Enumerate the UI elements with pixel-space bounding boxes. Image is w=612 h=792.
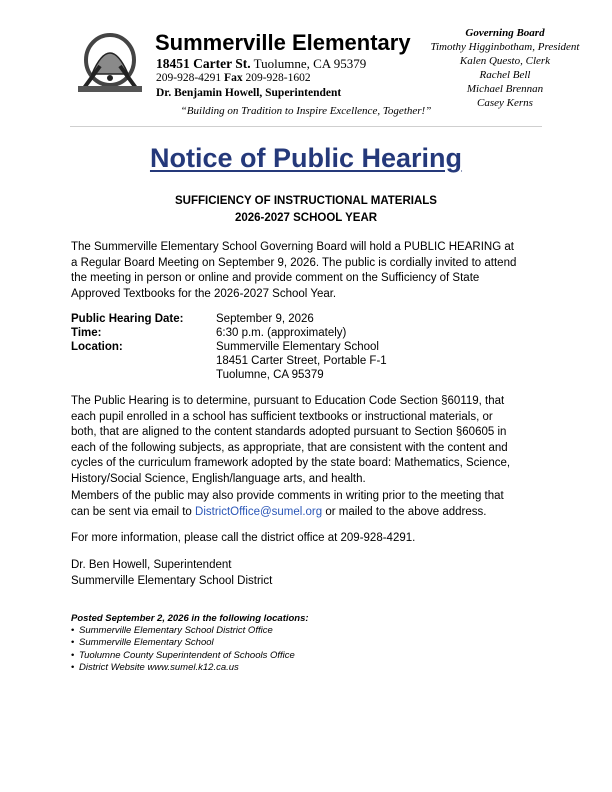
school-phone-fax: 209-928-4291 Fax 209-928-1602 — [156, 72, 311, 84]
signature-org: Summerville Elementary School District — [71, 574, 273, 587]
info-paragraph: For more information, please call the district office at 209-928-4291. — [71, 532, 416, 544]
purpose-paragraph: The Public Hearing is to determine, pursuant to Education Code Section §60119, that each pupil enrolled in a school has sufficient textbooks or instructional materials, or both, that are aligned to the content standards adopted pursuant to Section §60605 in each of the following subjects, as appropriate, that are consistent with the content and cycles of the curriculum framework adopted by the state board: Mathematics, Science, History/Social Science, English/language arts, and health. — [71, 395, 511, 485]
hearing-date-label: Public Hearing Date: — [71, 313, 184, 325]
governing-board — [420, 26, 590, 110]
posted-locations — [71, 613, 309, 674]
notice-subtitle: SUFFICIENCY OF INSTRUCTIONAL MATERIALS — [175, 195, 437, 207]
hearing-location-line: Tuolumne, CA 95379 — [216, 369, 324, 381]
posted-location-item: • Summerville Elementary School District Office — [71, 625, 309, 637]
school-bell-logo — [70, 26, 150, 98]
school-address: 18451 Carter St. Tuolumne, CA 95379 — [156, 56, 367, 71]
school-motto: “Building on Tradition to Inspire Excellence, Together!” — [180, 105, 432, 117]
district-email-link[interactable]: DistrictOffice@sumel.org — [195, 505, 323, 518]
hearing-location-line: Summerville Elementary School — [216, 341, 379, 353]
signature-name: Dr. Ben Howell, Superintendent — [71, 559, 232, 571]
board-member: Michael Brennan — [466, 83, 544, 95]
board-member: Timothy Higginbotham, President — [430, 41, 580, 53]
posted-location-item: • District Website www.sumel.k12.ca.us — [71, 662, 309, 674]
board-title: Governing Board — [465, 27, 545, 39]
hearing-date-value: September 9, 2026 — [216, 313, 314, 325]
posted-heading: Posted September 2, 2026 in the following locations: — [71, 613, 309, 624]
notice-title: Notice of Public Hearing — [149, 143, 463, 173]
signature-block — [71, 558, 543, 589]
notice-school-year: 2026-2027 SCHOOL YEAR — [234, 212, 378, 224]
hearing-location-label: Location: — [71, 341, 123, 353]
comments-paragraph: Members of the public may also provide comments in writing prior to the meeting that can be sent via email to DistrictOffice@sumel.org or mailed to the above address. — [71, 490, 504, 518]
board-member: Kalen Questo, Clerk — [459, 55, 551, 67]
board-member: Casey Kerns — [477, 97, 533, 109]
posted-location-item: • Summerville Elementary School — [71, 637, 309, 649]
superintendent-name: Dr. Benjamin Howell, Superintendent — [156, 87, 342, 99]
header-divider — [70, 126, 542, 127]
hearing-time-label: Time: — [71, 327, 102, 339]
school-name: Summerville Elementary — [155, 30, 411, 55]
intro-paragraph: The Summerville Elementary School Governing Board will hold a PUBLIC HEARING at a Regular Board Meeting on September 9, 2026. The public is cordially invited to attend the meeting in person or online and provide comment on the Sufficiency of State Approved Textbooks for the 2026-2027 School Year. — [71, 241, 517, 300]
posted-location-item: • Tuolumne County Superintendent of Schools Office — [71, 650, 309, 662]
hearing-location-line: 18451 Carter Street, Portable F-1 — [216, 355, 387, 367]
hearing-time-value: 6:30 p.m. (approximately) — [216, 327, 347, 339]
board-member: Rachel Bell — [479, 69, 531, 81]
